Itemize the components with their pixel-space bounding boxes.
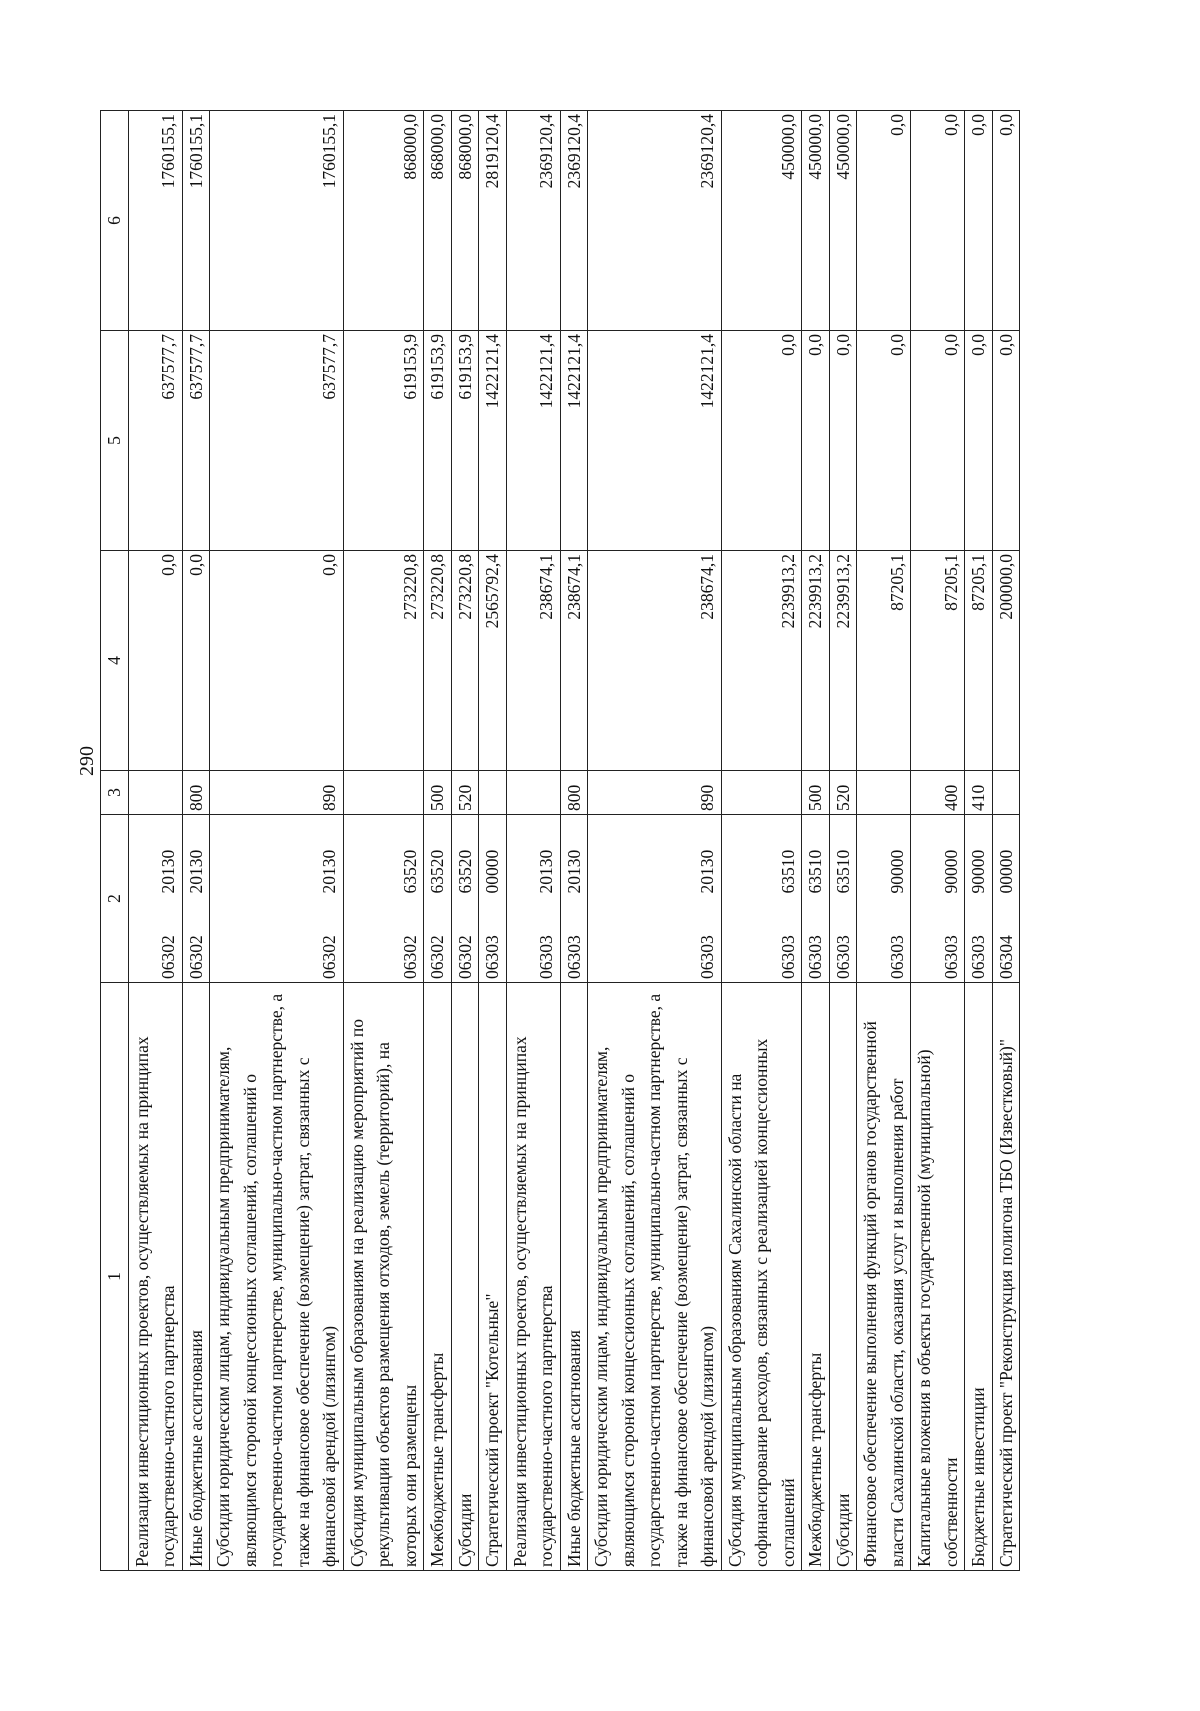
amount-col4-cell: 2565792,4 — [479, 551, 507, 771]
expense-direction-code-cell: 20130 — [560, 815, 588, 897]
table-row — [182, 111, 210, 1571]
row-name-cell: Субсидии — [451, 983, 479, 1571]
expense-type-code-cell — [128, 771, 182, 815]
column-header-5: 5 — [101, 331, 129, 551]
amount-col5-cell: 1422121,4 — [506, 331, 560, 551]
expense-type-code-cell — [857, 771, 911, 815]
row-name-cell: Субсидия муниципальным образованиям Сахалинской области на софинансирование расходов, связанных с реализацией концессионных соглашений — [721, 983, 802, 1571]
target-article-code-cell: 06302 — [182, 897, 210, 983]
expense-direction-code-cell: 63510 — [721, 815, 802, 897]
expense-direction-code-cell: 63520 — [451, 815, 479, 897]
amount-col5-cell: 637577,7 — [182, 331, 210, 551]
column-header-3: 3 — [101, 771, 129, 815]
amount-col6-cell: 868000,0 — [343, 111, 424, 331]
table-row — [857, 111, 911, 1571]
column-header-6: 6 — [101, 111, 129, 331]
amount-col4-cell: 87205,1 — [857, 551, 911, 771]
budget-table — [100, 110, 1020, 1571]
amount-col6-cell: 450000,0 — [829, 111, 857, 331]
target-article-code-cell: 06303 — [588, 897, 722, 983]
expense-direction-code-cell: 63520 — [343, 815, 424, 897]
amount-col4-cell: 238674,1 — [560, 551, 588, 771]
amount-col6-cell: 0,0 — [965, 111, 993, 331]
table-row — [479, 111, 507, 1571]
expense-type-code-cell — [721, 771, 802, 815]
table-row — [343, 111, 424, 1571]
row-name-cell: Межбюджетные трансферты — [802, 983, 830, 1571]
expense-type-code-cell: 520 — [451, 771, 479, 815]
table-row — [424, 111, 452, 1571]
column-header-1: 1 — [101, 983, 129, 1571]
table-row — [506, 111, 560, 1571]
amount-col6-cell: 0,0 — [857, 111, 911, 331]
target-article-code-cell: 06303 — [560, 897, 588, 983]
amount-col5-cell: 637577,7 — [210, 331, 344, 551]
amount-col4-cell: 273220,8 — [424, 551, 452, 771]
expense-direction-code-cell: 90000 — [857, 815, 911, 897]
amount-col5-cell: 0,0 — [802, 331, 830, 551]
amount-col5-cell: 619153,9 — [451, 331, 479, 551]
target-article-code-cell: 06302 — [424, 897, 452, 983]
amount-col5-cell: 0,0 — [829, 331, 857, 551]
table-row — [210, 111, 344, 1571]
amount-col6-cell: 868000,0 — [451, 111, 479, 331]
amount-col6-cell: 1760155,1 — [182, 111, 210, 331]
amount-col4-cell: 87205,1 — [911, 551, 965, 771]
amount-col5-cell: 0,0 — [911, 331, 965, 551]
target-article-code-cell: 06303 — [857, 897, 911, 983]
column-header-2: 2 — [101, 815, 129, 983]
row-name-cell: Бюджетные инвестиции — [965, 983, 993, 1571]
table-row — [992, 111, 1020, 1571]
table-row — [451, 111, 479, 1571]
table-row — [128, 111, 182, 1571]
amount-col5-cell: 1422121,4 — [479, 331, 507, 551]
row-name-cell: Межбюджетные трансферты — [424, 983, 452, 1571]
expense-type-code-cell: 890 — [588, 771, 722, 815]
table-row — [965, 111, 993, 1571]
expense-type-code-cell — [479, 771, 507, 815]
expense-direction-code-cell: 00000 — [992, 815, 1020, 897]
amount-col6-cell: 2369120,4 — [588, 111, 722, 331]
target-article-code-cell: 06302 — [343, 897, 424, 983]
target-article-code-cell: 06302 — [210, 897, 344, 983]
amount-col5-cell: 0,0 — [857, 331, 911, 551]
amount-col4-cell: 0,0 — [210, 551, 344, 771]
expense-type-code-cell: 500 — [802, 771, 830, 815]
expense-direction-code-cell: 90000 — [965, 815, 993, 897]
expense-direction-code-cell: 20130 — [506, 815, 560, 897]
expense-direction-code-cell: 20130 — [588, 815, 722, 897]
target-article-code-cell: 06303 — [911, 897, 965, 983]
row-name-cell: Иные бюджетные ассигнования — [182, 983, 210, 1571]
amount-col5-cell: 0,0 — [965, 331, 993, 551]
amount-col5-cell: 1422121,4 — [560, 331, 588, 551]
expense-type-code-cell: 800 — [560, 771, 588, 815]
amount-col6-cell: 450000,0 — [802, 111, 830, 331]
expense-direction-code-cell: 63510 — [802, 815, 830, 897]
expense-type-code-cell — [992, 771, 1020, 815]
amount-col4-cell: 200000,0 — [992, 551, 1020, 771]
expense-direction-code-cell: 20130 — [182, 815, 210, 897]
amount-col4-cell: 273220,8 — [343, 551, 424, 771]
target-article-code-cell: 06303 — [965, 897, 993, 983]
target-article-code-cell: 06302 — [128, 897, 182, 983]
amount-col4-cell: 238674,1 — [506, 551, 560, 771]
row-name-cell: Субсидия муниципальным образованиям на реализацию мероприятий по рекультивации объектов размещения отходов, земель (территорий), на которых они размещены — [343, 983, 424, 1571]
table-row — [588, 111, 722, 1571]
amount-col4-cell: 2239913,2 — [721, 551, 802, 771]
expense-direction-code-cell: 90000 — [911, 815, 965, 897]
amount-col6-cell: 0,0 — [911, 111, 965, 331]
expense-type-code-cell: 410 — [965, 771, 993, 815]
expense-type-code-cell — [343, 771, 424, 815]
amount-col4-cell: 273220,8 — [451, 551, 479, 771]
target-article-code-cell: 06304 — [992, 897, 1020, 983]
amount-col6-cell: 2369120,4 — [506, 111, 560, 331]
target-article-code-cell: 06302 — [451, 897, 479, 983]
row-name-cell: Субсидии — [829, 983, 857, 1571]
amount-col6-cell: 2819120,4 — [479, 111, 507, 331]
expense-direction-code-cell: 20130 — [128, 815, 182, 897]
amount-col5-cell: 1422121,4 — [588, 331, 722, 551]
column-header-4: 4 — [101, 551, 129, 771]
amount-col4-cell: 238674,1 — [588, 551, 722, 771]
amount-col5-cell: 0,0 — [992, 331, 1020, 551]
table-row — [560, 111, 588, 1571]
amount-col5-cell: 637577,7 — [128, 331, 182, 551]
table-body — [128, 111, 1020, 1571]
expense-type-code-cell: 890 — [210, 771, 344, 815]
table-row — [802, 111, 830, 1571]
row-name-cell: Стратегический проект "Котельные" — [479, 983, 507, 1571]
row-name-cell: Субсидии юридическим лицам, индивидуальным предпринимателям, являющимся стороной концессионных соглашений, соглашений о государственно-частном партнерстве, муниципально-частном партнерстве, а также на финансовое обеспечение (возмещение) затрат, связанных с финансовой арендой (лизингом) — [210, 983, 344, 1571]
table-row — [911, 111, 965, 1571]
row-name-cell: Реализация инвестиционных проектов, осуществляемых на принципах государственно-частного партнерства — [128, 983, 182, 1571]
target-article-code-cell: 06303 — [506, 897, 560, 983]
amount-col5-cell: 619153,9 — [424, 331, 452, 551]
table-row — [721, 111, 802, 1571]
amount-col6-cell: 868000,0 — [424, 111, 452, 331]
row-name-cell: Финансовое обеспечение выполнения функций органов государственной власти Сахалинской области, оказания услуг и выполнения работ — [857, 983, 911, 1571]
amount-col4-cell: 0,0 — [128, 551, 182, 771]
amount-col4-cell: 87205,1 — [965, 551, 993, 771]
amount-col6-cell: 2369120,4 — [560, 111, 588, 331]
amount-col6-cell: 1760155,1 — [210, 111, 344, 331]
expense-type-code-cell — [506, 771, 560, 815]
amount-col6-cell: 1760155,1 — [128, 111, 182, 331]
table-header-row — [101, 111, 129, 1571]
amount-col6-cell: 450000,0 — [721, 111, 802, 331]
page-number: 290 — [76, 746, 98, 776]
row-name-cell: Иные бюджетные ассигнования — [560, 983, 588, 1571]
amount-col4-cell: 2239913,2 — [829, 551, 857, 771]
target-article-code-cell: 06303 — [802, 897, 830, 983]
expense-direction-code-cell: 20130 — [210, 815, 344, 897]
target-article-code-cell: 06303 — [829, 897, 857, 983]
expense-type-code-cell: 400 — [911, 771, 965, 815]
expense-type-code-cell: 500 — [424, 771, 452, 815]
row-name-cell: Стратегический проект "Реконструкция полигона ТБО (Известковый)" — [992, 983, 1020, 1571]
table-row — [829, 111, 857, 1571]
target-article-code-cell: 06303 — [721, 897, 802, 983]
expense-type-code-cell: 520 — [829, 771, 857, 815]
amount-col5-cell: 0,0 — [721, 331, 802, 551]
amount-col4-cell: 2239913,2 — [802, 551, 830, 771]
amount-col5-cell: 619153,9 — [343, 331, 424, 551]
expense-direction-code-cell: 00000 — [479, 815, 507, 897]
amount-col4-cell: 0,0 — [182, 551, 210, 771]
expense-type-code-cell: 800 — [182, 771, 210, 815]
row-name-cell: Капитальные вложения в объекты государственной (муниципальной) собственности — [911, 983, 965, 1571]
expense-direction-code-cell: 63510 — [829, 815, 857, 897]
row-name-cell: Реализация инвестиционных проектов, осуществляемых на принципах государственно-частного партнерства — [506, 983, 560, 1571]
amount-col6-cell: 0,0 — [992, 111, 1020, 331]
target-article-code-cell: 06303 — [479, 897, 507, 983]
row-name-cell: Субсидии юридическим лицам, индивидуальным предпринимателям, являющимся стороной концессионных соглашений, соглашений о государственно-частном партнерстве, муниципально-частном партнерстве, а также на финансовое обеспечение (возмещение) затрат, связанных с финансовой арендой (лизингом) — [588, 983, 722, 1571]
expense-direction-code-cell: 63520 — [424, 815, 452, 897]
